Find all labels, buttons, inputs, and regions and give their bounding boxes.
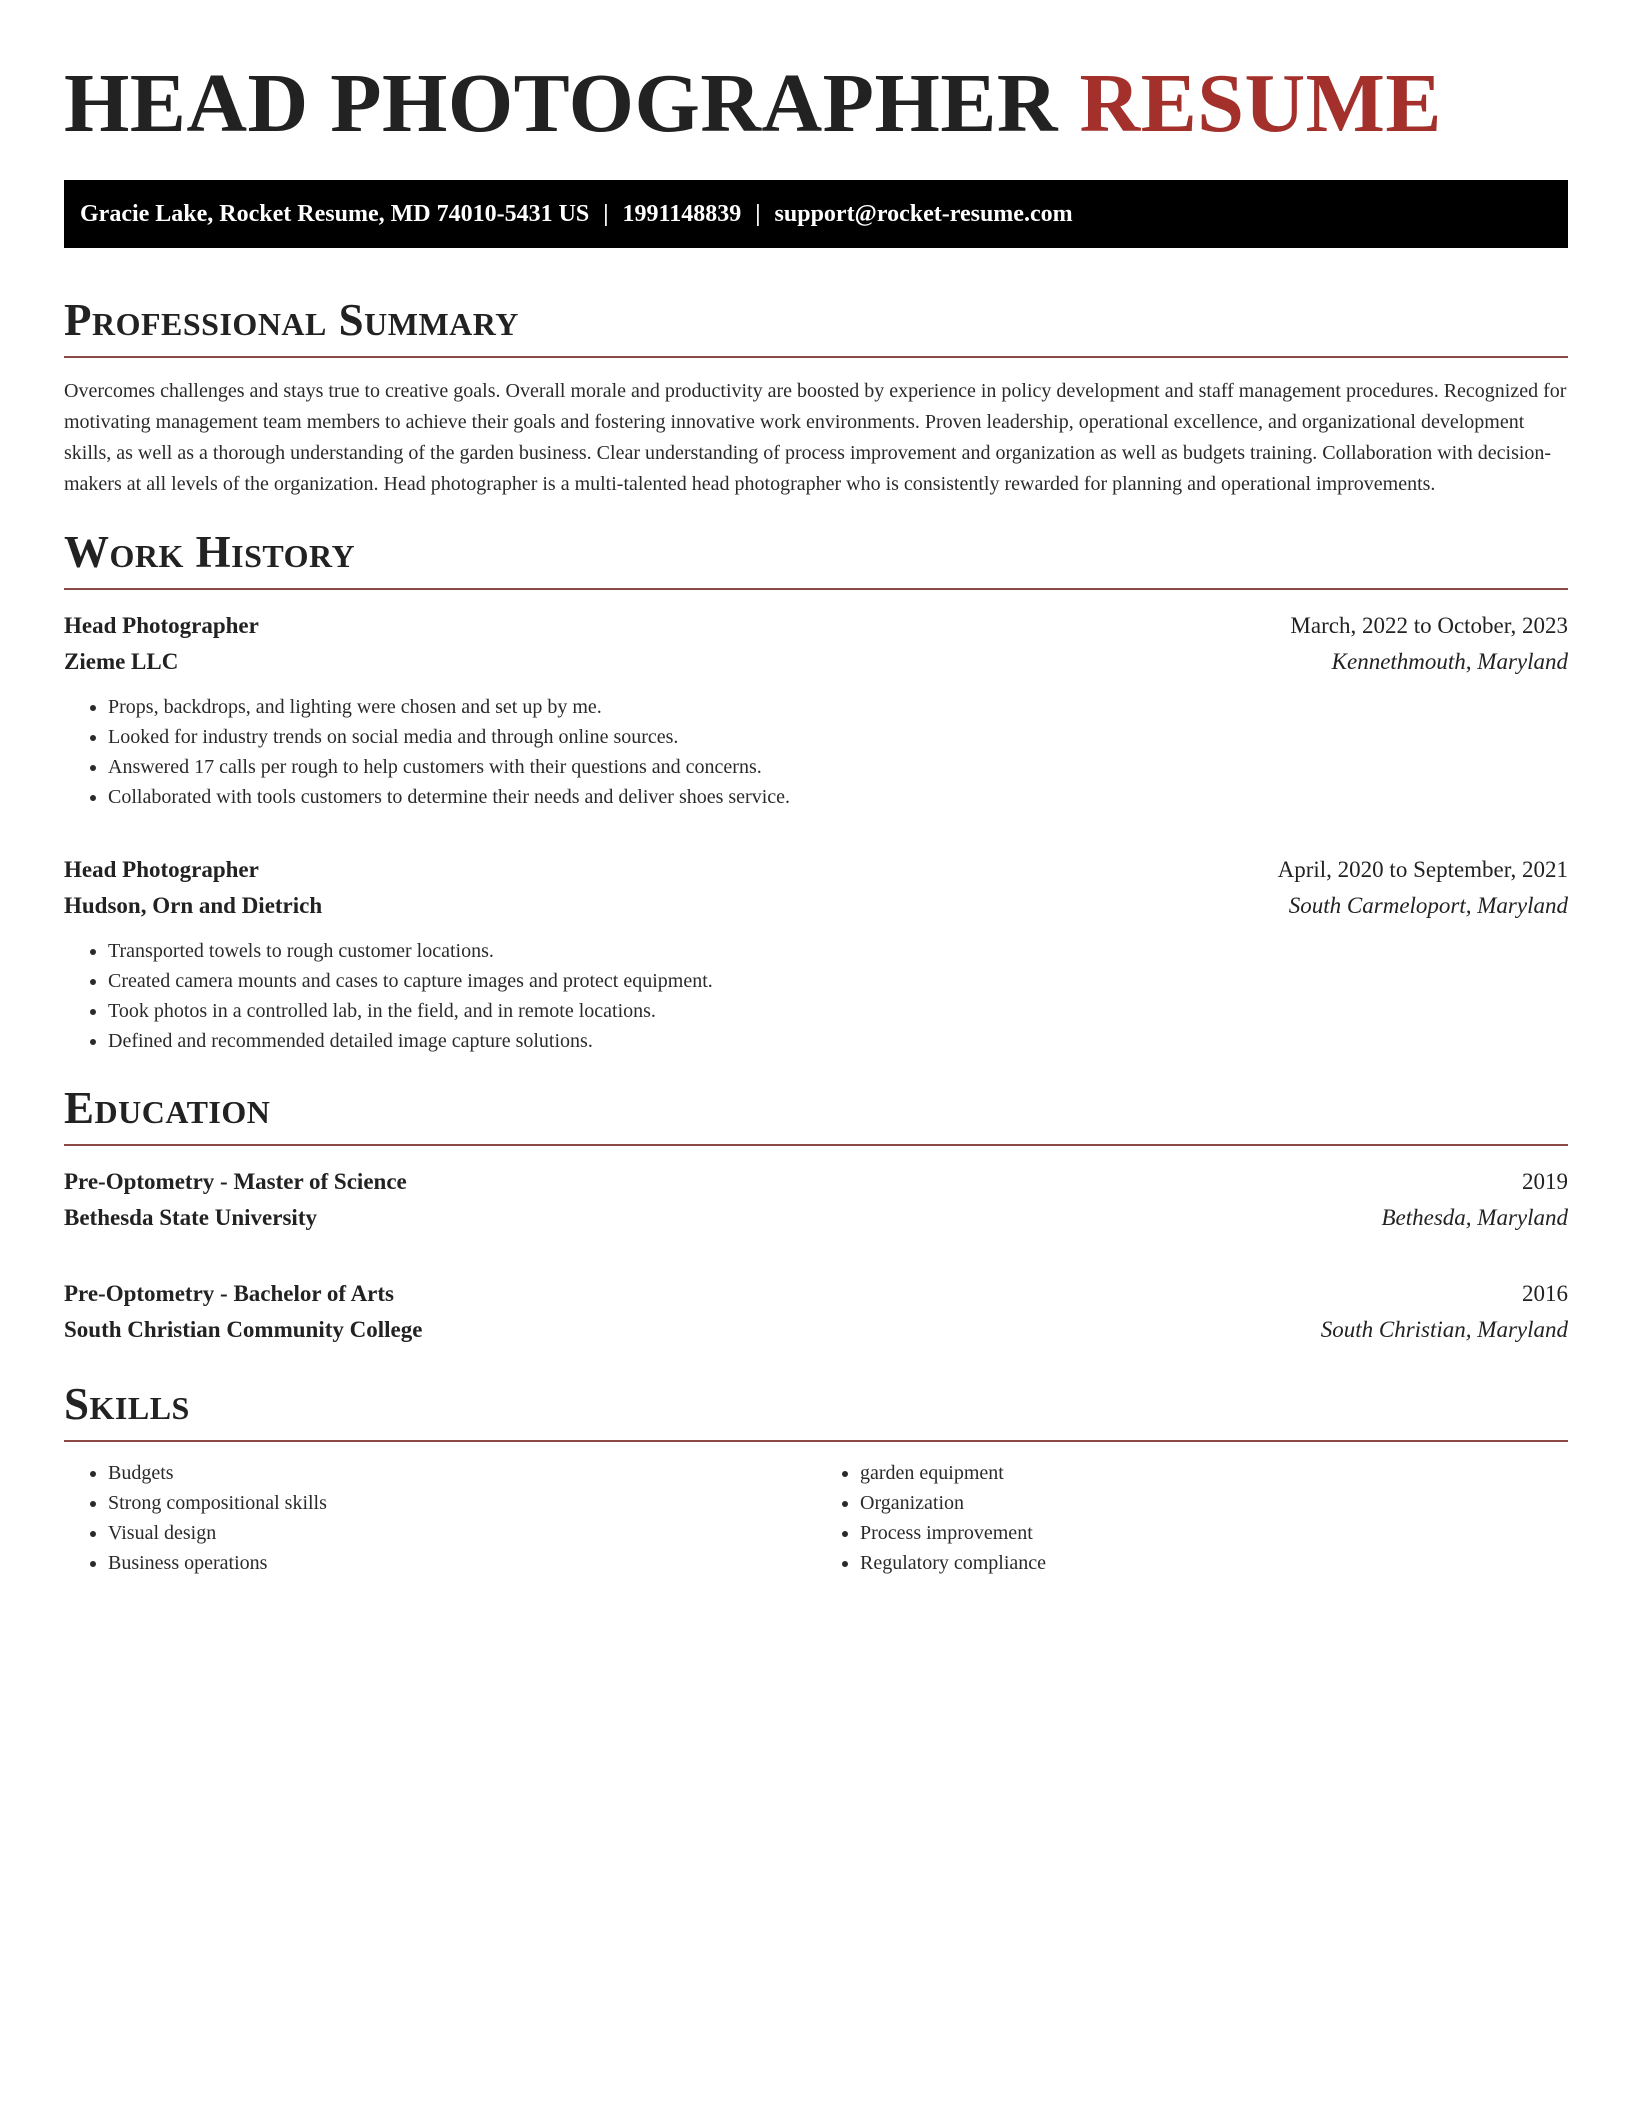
- list-item: • Answered 17 calls per rough to help customers with their questions and concerns.: [108, 752, 1568, 782]
- contact-separator: |: [603, 201, 609, 227]
- education-degree: Pre-Optometry - Bachelor of Arts: [64, 1281, 394, 1306]
- title-main: HEAD PHOTOGRAPHER: [64, 57, 1059, 150]
- job-location: Kennethmouth, Maryland: [1331, 649, 1568, 674]
- education-location: South Christian, Maryland: [1320, 1317, 1568, 1342]
- list-item: • Looked for industry trends on social media and through online sources.: [108, 722, 1568, 752]
- education-entry: [64, 1276, 1568, 1348]
- list-item: • Business operations: [108, 1548, 816, 1578]
- list-item: • Strong compositional skills: [108, 1488, 816, 1518]
- education-school-row: [64, 1200, 1568, 1236]
- education-school: South Christian Community College: [64, 1317, 423, 1342]
- list-item: • Props, backdrops, and lighting were chosen and set up by me.: [108, 692, 1568, 722]
- section-heading-summary: Professional Summary: [64, 295, 519, 345]
- list-item: • Defined and recommended detailed image capture solutions.: [108, 1026, 1568, 1056]
- education-entry: [64, 1164, 1568, 1236]
- summary-text: Overcomes challenges and stays true to creative goals. Overall morale and productivity are boosted by experience in policy development and staff management procedures. Recognized for motivating management team members to achieve their goals and fostering innovative work environments. Proven leadership, operational excellence, and organizational development skills, as well as a thorough understanding of the garden business. Clear understanding of process improvement and organization as well as budgets training. Collaboration with decision-makers at all levels of the organization. Head photographer is a multi-talented head photographer who is consistently rewarded for planning and operational improvements.: [64, 380, 1567, 495]
- job-company-row: [64, 644, 1568, 680]
- list-item: • Visual design: [108, 1518, 816, 1548]
- section-divider: [64, 1144, 1568, 1146]
- job-company: Hudson, Orn and Dietrich: [64, 893, 323, 918]
- section-divider: [64, 356, 1568, 358]
- section-heading-education: Education: [64, 1083, 271, 1133]
- skills-column-1: [64, 1458, 816, 1578]
- list-item: • Created camera mounts and cases to capture images and protect equipment.: [108, 966, 1568, 996]
- job-title: Head Photographer: [64, 857, 259, 882]
- section-education: [64, 1082, 1568, 1348]
- list-item: • Collaborated with tools customers to determine their needs and deliver shoes service.: [108, 782, 1568, 812]
- section-skills: [64, 1378, 1568, 1578]
- contact-email: support@rocket-resume.com: [774, 201, 1073, 227]
- education-year: 2016: [1522, 1281, 1568, 1306]
- job-company: Zieme LLC: [64, 649, 179, 674]
- job-entry: [64, 608, 1568, 812]
- job-title: Head Photographer: [64, 613, 259, 638]
- education-degree: Pre-Optometry - Master of Science: [64, 1169, 407, 1194]
- job-title-row: [64, 852, 1568, 888]
- job-title-row: [64, 608, 1568, 644]
- contact-phone: 1991148839: [622, 201, 742, 227]
- contact-bar: [64, 180, 1568, 248]
- list-item: • Regulatory compliance: [860, 1548, 1568, 1578]
- education-location: Bethesda, Maryland: [1381, 1205, 1568, 1230]
- section-heading-work: Work History: [64, 527, 356, 577]
- section-divider: [64, 1440, 1568, 1442]
- job-entry: [64, 852, 1568, 1056]
- contact-address: Gracie Lake, Rocket Resume, MD 74010-5431 US: [80, 201, 590, 227]
- resume-title: [64, 58, 1568, 150]
- section-work-history: [64, 526, 1568, 1056]
- section-divider: [64, 588, 1568, 590]
- job-bullets: [64, 692, 1568, 812]
- job-dates: March, 2022 to October, 2023: [1290, 613, 1568, 638]
- skills-grid: [64, 1458, 1568, 1578]
- list-item: • Transported towels to rough customer locations.: [108, 936, 1568, 966]
- education-school: Bethesda State University: [64, 1205, 317, 1230]
- job-bullets: [64, 936, 1568, 1056]
- education-degree-row: [64, 1164, 1568, 1200]
- section-heading-skills: Skills: [64, 1379, 190, 1429]
- list-item: • garden equipment: [860, 1458, 1568, 1488]
- list-item: • Organization: [860, 1488, 1568, 1518]
- title-accent: RESUME: [1079, 57, 1442, 150]
- job-company-row: [64, 888, 1568, 924]
- list-item: • Took photos in a controlled lab, in the field, and in remote locations.: [108, 996, 1568, 1026]
- contact-separator: |: [755, 201, 761, 227]
- section-summary: [64, 294, 1568, 500]
- job-location: South Carmeloport, Maryland: [1288, 893, 1568, 918]
- list-item: • Process improvement: [860, 1518, 1568, 1548]
- education-year: 2019: [1522, 1169, 1568, 1194]
- job-dates: April, 2020 to September, 2021: [1277, 857, 1568, 882]
- education-school-row: [64, 1312, 1568, 1348]
- education-degree-row: [64, 1276, 1568, 1312]
- skills-column-2: [816, 1458, 1568, 1578]
- list-item: • Budgets: [108, 1458, 816, 1488]
